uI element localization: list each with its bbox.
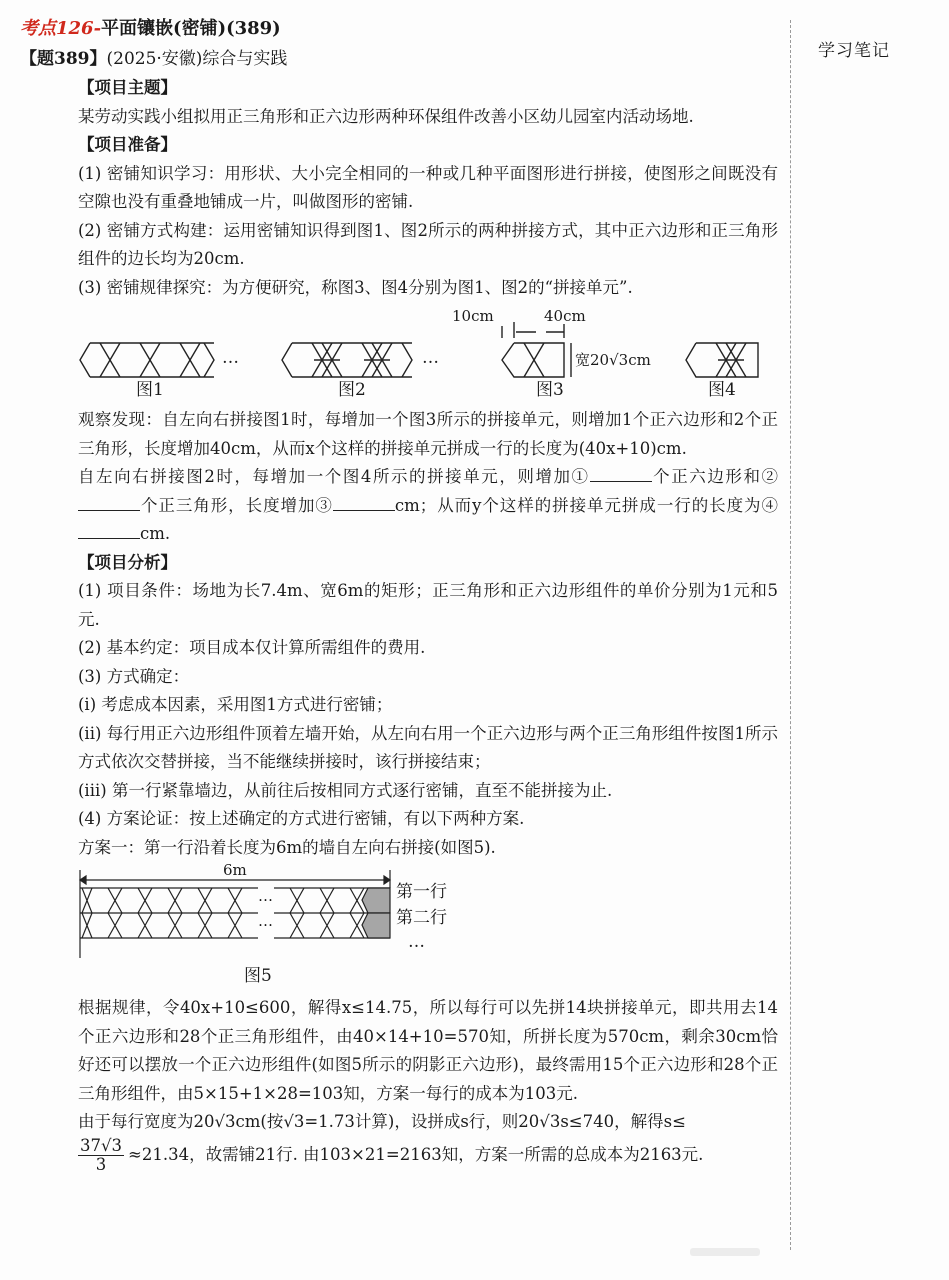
obs2-part-c: 个正三角形，长度增加③ [140, 495, 333, 515]
analysis-title: 【项目分析】 [78, 552, 177, 572]
analysis-item-2: (2) 基本约定：项目成本仅计算所需组件的费用. [78, 638, 426, 657]
question-source: (2025·安徽)综合与实践 [106, 49, 288, 69]
theme-text: 某劳动实践小组拟用正三角形和正六边形两种环保组件改善小区幼儿园室内活动场地. [78, 106, 694, 126]
figure-2-strip [282, 343, 412, 377]
figure-5-gap-ellipsis-2: … [258, 912, 273, 930]
figure-5-row-2-label: 第二行 [396, 908, 447, 928]
figure-3-label-10cm: 10cm [452, 307, 494, 325]
figure-1-caption: 图1 [136, 380, 164, 400]
observation-1: 观察发现：自左向右拼接图1时，每增加一个图3所示的拼接单元，则增加1个正六边形和2个正三角形，长度增加40cm，从而x个这样的拼接单元拼成一行的长度为(40x+10)cm. [78, 410, 778, 458]
reasoning-1: 根据规律，令40x+10≤600，解得x≤14.75，所以每行可以先拼14块拼接单元，即共用去14个正六边形和28个正三角形组件，由40×14+10=570知，所拼长度为570cm，剩余30cm恰好还可以摆放一个正六边形组件(如图5所示的阴影正六边形)，最终需用15个正六边形和28个正三角形组件，由5×15+1×28=103知，方案一每行的成本为103元. [78, 998, 778, 1103]
figure-4-caption: 图4 [708, 380, 736, 400]
figure-3-label-40cm: 40cm [544, 307, 586, 325]
figure-5-more-rows: … [408, 932, 425, 952]
margin-divider [790, 20, 791, 1250]
figure-1-strip [80, 343, 214, 377]
prep-title: 【项目准备】 [78, 135, 177, 154]
question-header [20, 44, 287, 69]
topic-tag: 考点126- [20, 18, 102, 39]
answer-blank-3[interactable] [333, 494, 395, 511]
fraction-37root3-over-3 [78, 1137, 124, 1174]
figures-1-to-4 [78, 302, 778, 404]
figure-3-caption: 图3 [536, 380, 564, 400]
shaded-hexagon-row-2 [362, 913, 390, 938]
reasoning-3 [78, 1137, 778, 1174]
plan-1-intro: 方案一：第一行沿着长度为6m的墙自左向右拼接(如图5). [78, 837, 496, 857]
question-tag: 【题389】 [20, 49, 107, 69]
obs2-part-e: cm. [140, 524, 171, 543]
shaded-hexagon-row-1 [362, 888, 390, 913]
figure-2-caption: 图2 [338, 380, 366, 400]
figure-5-row-1-label: 第一行 [396, 882, 447, 902]
figure-2-ellipsis: … [422, 348, 439, 368]
figure-4-unit [686, 343, 758, 377]
question-body [78, 74, 778, 1174]
fraction-denominator: 3 [95, 1154, 107, 1174]
analysis-item-3: (3) 方式确定： [78, 666, 190, 686]
reasoning-2-part-a: 由于每行宽度为20√3cm(按√3=1.73计算)，设拼成s行，则20√3s≤740，解得s≤ [78, 1112, 686, 1131]
prep-item-3: (3) 密铺规律探究：为方便研究，称图3、图4分别为图1、图2的“拼接单元”. [78, 277, 633, 297]
fraction-numerator: 37√3 [80, 1135, 123, 1155]
analysis-item-3iii: (iii) 第一行紧靠墙边，从前往后按相同方式逐行密铺，直至不能拼接为止. [78, 780, 613, 800]
figure-5-gap-ellipsis-1: … [258, 887, 273, 905]
topic-header [20, 14, 281, 40]
reasoning-2 [78, 1108, 778, 1137]
watermark [690, 1248, 760, 1256]
prep-item-1: (1) 密铺知识学习：用形状、大小完全相同的一种或几种平面图形进行拼接，使图形之间既没有空隙也没有重叠地铺成一片，叫做图形的密铺. [78, 163, 778, 211]
theme-title: 【项目主题】 [78, 78, 177, 97]
figure-5 [78, 862, 778, 994]
figure-3-label-width: 宽20√3cm [575, 351, 651, 369]
obs2-part-a: 自左向右拼接图2时，每增加一个图4所示的拼接单元，则增加① [78, 467, 590, 486]
answer-blank-2[interactable] [78, 494, 140, 511]
obs2-part-d: cm；从而y个这样的拼接单元拼成一行的长度为④ [394, 495, 778, 515]
figure-1-ellipsis: … [222, 348, 239, 368]
observation-2 [78, 463, 778, 549]
figure-5-caption: 图5 [244, 966, 272, 986]
analysis-item-4: (4) 方案论证：按上述确定的方式进行密铺，有以下两种方案. [78, 809, 525, 828]
reasoning-2-part-b: ≈21.34，故需铺21行. 由103×21=2163知，方案一所需的总成本为2163元. [128, 1144, 704, 1164]
analysis-item-3ii: (ii) 每行用正六边形组件顶着左墙开始，从左向右用一个正六边形与两个正三角形组件按图1所示方式依次交替拼接，当不能继续拼接时，该行拼接结束； [78, 723, 778, 771]
topic-title: 平面镶嵌(密铺)(389) [101, 18, 281, 39]
analysis-item-1: (1) 项目条件：场地为长7.4m、宽6m的矩形；正三角形和正六边形组件的单价分别为1元和5元. [78, 581, 778, 629]
answer-blank-1[interactable] [590, 465, 652, 482]
obs2-part-b: 个正六边形和② [651, 467, 778, 486]
study-notes-label: 学习笔记 [818, 41, 890, 61]
figure-5-length-label: 6m [223, 861, 247, 879]
prep-item-2: (2) 密铺方式构建：运用密铺知识得到图1、图2所示的两种拼接方式，其中正六边形和正三角形组件的边长均为20cm. [78, 220, 778, 268]
answer-blank-4[interactable] [78, 522, 140, 539]
analysis-item-3i: (i) 考虑成本因素，采用图1方式进行密铺； [78, 695, 393, 714]
